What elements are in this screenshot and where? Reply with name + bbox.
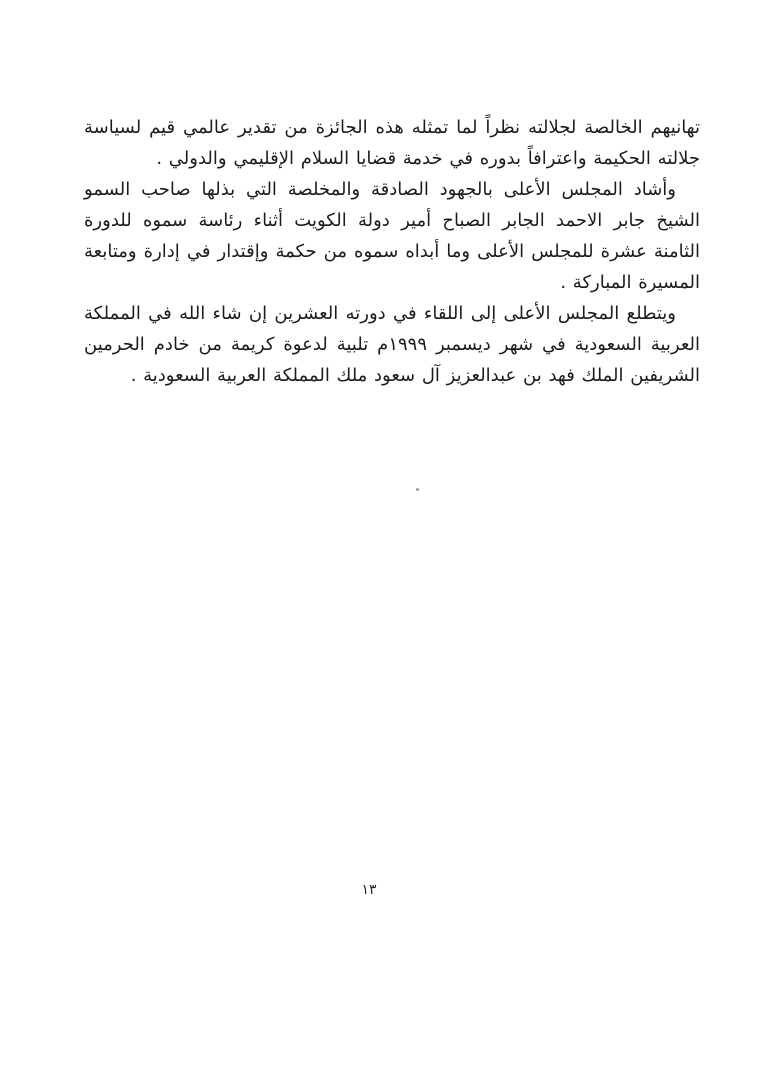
paragraph-1: تهانيهم الخالصة لجلالته نظراً لما تمثله هذه الجائزة من تقدير عالمي قيم لسياسة جلالته الحكيمة واعترافاً بدوره في خدمة قضايا السلام الإقليمي والدولي . <box>84 117 700 169</box>
paragraph-3: ويتطلع المجلس الأعلى إلى اللقاء في دورته العشرين إن شاء الله في المملكة العربية السعودية في شهر ديسمبر ١٩٩٩م تلبية لدعوة كريمة من خادم الحرمين الشريفين الملك فهد بن عبدالعزيز آل سعود ملك المملكة العربية السعودية . <box>84 303 700 386</box>
paragraph-2: وأشاد المجلس الأعلى بالجهود الصادقة والمخلصة التي بذلها صاحب السمو الشيخ جابر الاحمد الجابر الصباح أمير دولة الكويت أثناء رئاسة سموه للدورة الثامنة عشرة للمجلس الأعلى وما أبداه سموه من حكمة وإقتدار في إدارة ومتابعة المسيرة المباركة . <box>84 179 700 293</box>
body-text-block <box>84 112 700 391</box>
page-number: ١٣ <box>361 882 377 898</box>
scan-speck-artifact <box>416 488 419 491</box>
